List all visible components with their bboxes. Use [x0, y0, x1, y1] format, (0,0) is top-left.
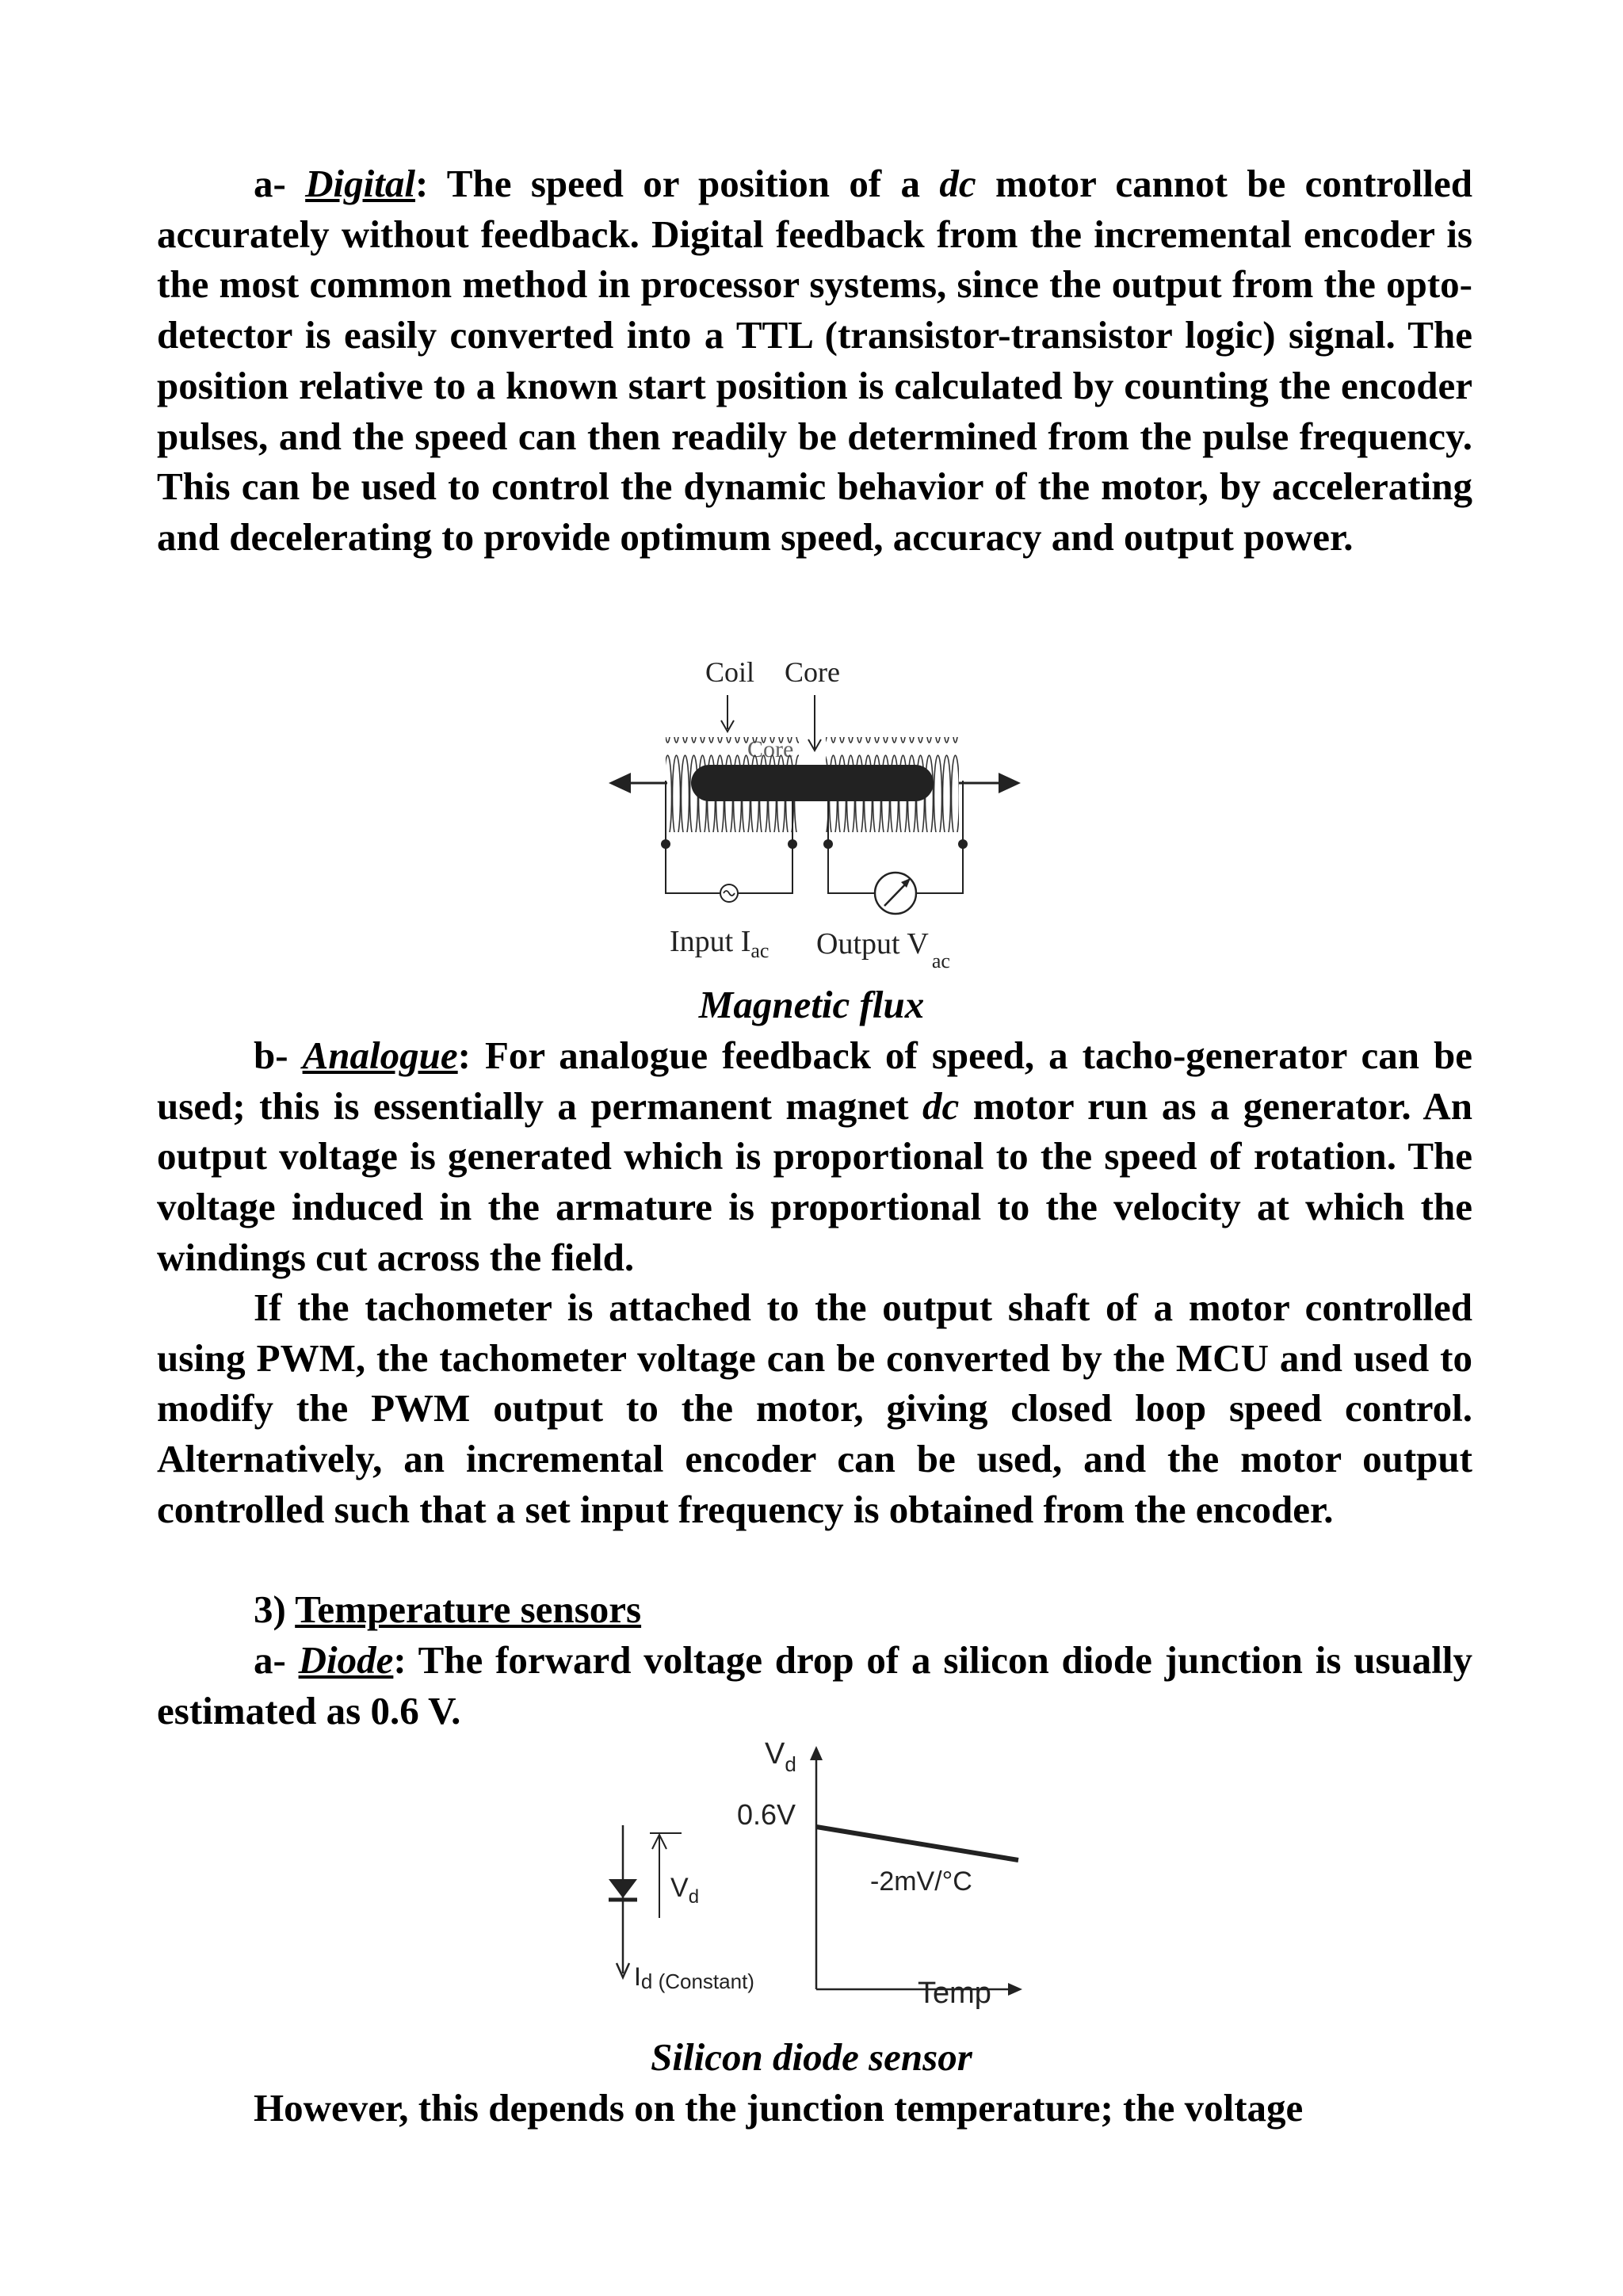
iron-core: [691, 765, 934, 801]
paragraph-tachometer: If the tachometer is attached to the output shaft of a motor controlled using PWM, the tachometer voltage can be converted by the MCU and used to modify the PWM output to the motor, giving closed loop speed control. Alternatively, an incremental encoder can be used, and the motor output controlled such that a set input frequency is obtained from the encoder.: [157, 1286, 1472, 1531]
label-current: Id (Constant): [634, 1962, 754, 1993]
axis-right-arrow: [999, 773, 1021, 793]
paragraph-however: However, this depends on the junction temperature; the voltage: [254, 2086, 1304, 2130]
paragraph-text: The speed or position of a: [428, 162, 940, 205]
label-axis-vd: $V_d$: [765, 1737, 796, 1776]
figure-caption-magnetic-flux: Magnetic flux: [698, 983, 925, 1026]
y-axis-arrow: [810, 1746, 823, 1760]
section-heading-temperature: [254, 1584, 641, 1635]
dc-italic: dc: [922, 1083, 960, 1128]
term-diode: Diode: [298, 1638, 394, 1682]
label-core: Core: [785, 656, 840, 688]
figure-caption-diode-sensor: Silicon diode sensor: [651, 2035, 972, 2079]
paragraph-diode: [157, 1635, 1472, 1736]
label-output: Output $V_{ac}$: [816, 927, 950, 972]
item-prefix: a-: [254, 1638, 299, 1682]
junction-dot: [823, 839, 833, 849]
paragraph-digital: [157, 159, 1472, 563]
label-coil: Coil: [705, 656, 755, 688]
label-slope: -2mV/°C: [870, 1866, 972, 1897]
paragraph-text: For analogue feedback of speed, a tacho-generator can be used; this is essentially a permanent magnet: [157, 1033, 1472, 1128]
axis-left-arrow: [609, 773, 631, 793]
term-digital: Digital: [305, 162, 416, 205]
colon: :: [393, 1638, 407, 1682]
paragraph-text: motor cannot be controlled accurately without feedback. Digital feedback from the incremental encoder is the most common method in processor systems, since the output from the opto-detector is easily converted into a TTL (transistor-transistor logic) signal. The position relative to a known start position is calculated by counting the encoder pulses, and the speed can then readily be determined from the pulse frequency. This can be used to control the dynamic behavior of the motor, by accelerating and decelerating to provide optimum speed, accuracy and output power.: [157, 162, 1472, 559]
paragraph-text: The forward voltage drop of a silicon diode junction is usually estimated as 0.6 V.: [157, 1638, 1472, 1733]
voltage-temperature-line: [816, 1827, 1018, 1860]
term-analogue: Analogue: [302, 1033, 458, 1077]
section-title: Temperature sensors: [295, 1587, 642, 1631]
label-level: 0.6V: [737, 1798, 796, 1831]
item-prefix: b-: [254, 1033, 303, 1077]
x-axis-arrow: [1008, 1983, 1022, 1996]
magnetic-flux-diagram: [602, 654, 1030, 987]
diode-sensor-diagram: [602, 1732, 1046, 2017]
paragraph-analogue: [157, 1030, 1472, 1283]
item-prefix: a-: [254, 162, 306, 205]
junction-dot: [788, 839, 797, 849]
dc-italic: dc: [939, 162, 976, 205]
paragraph-text: motor run as a generator. An output voltage is generated which is proportional to the speed of rotation. The voltage induced in the armature is proportional to the velocity at which the windings cut across the field.: [157, 1083, 1472, 1279]
label-diode-vd: $V_d$: [670, 1873, 700, 1908]
colon: :: [415, 162, 429, 205]
section-number: 3): [254, 1587, 296, 1631]
diode-icon: [609, 1879, 637, 1898]
junction-dot: [958, 839, 968, 849]
junction-dot: [661, 839, 670, 849]
label-axis-temp: Temp: [918, 1977, 991, 2010]
colon: :: [457, 1033, 471, 1077]
label-input: Input $I_{ac}$: [670, 925, 769, 962]
